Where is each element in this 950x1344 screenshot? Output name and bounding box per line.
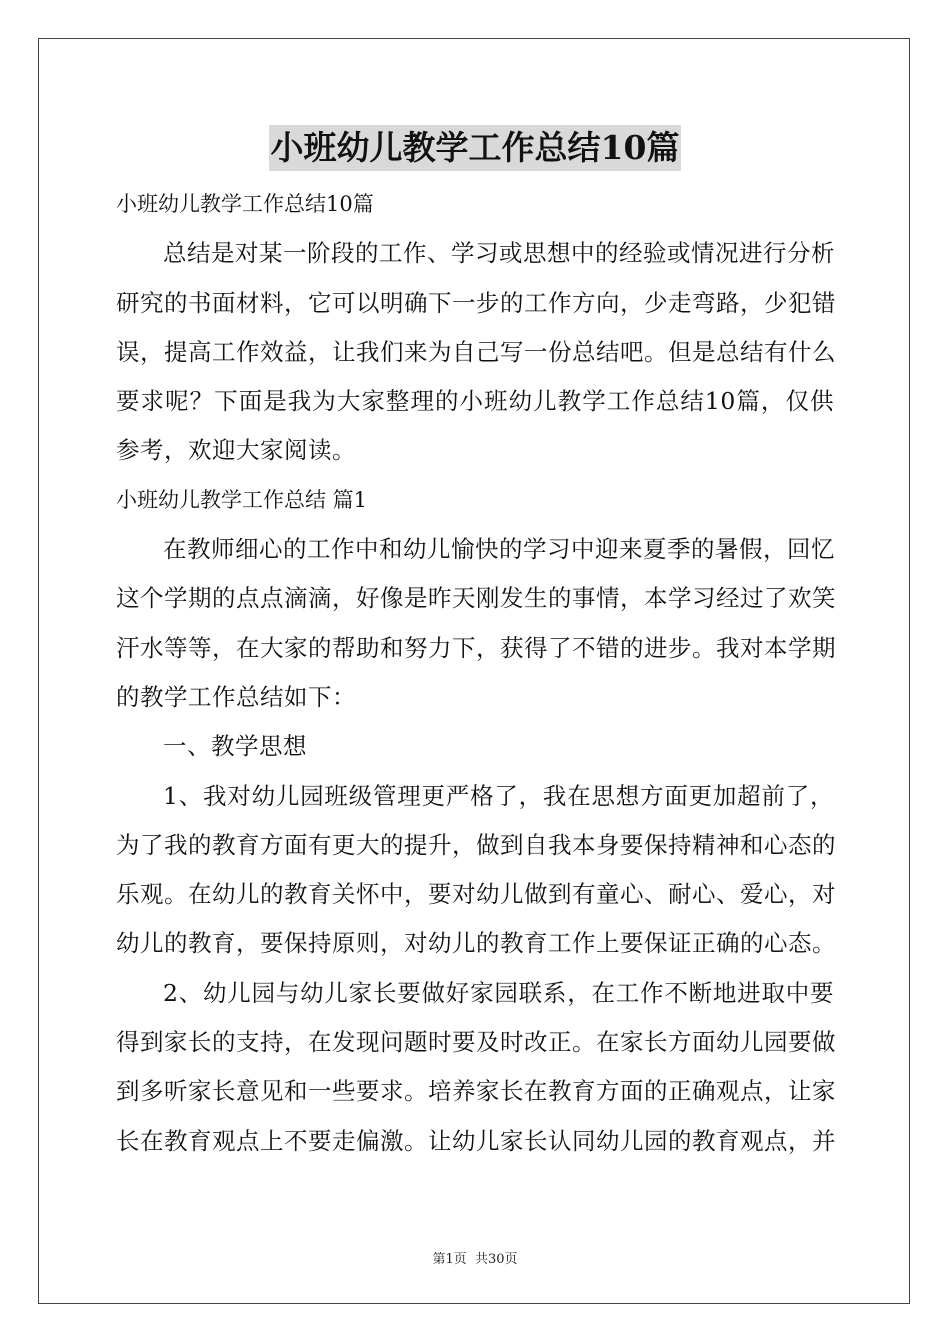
title-wrapper [0, 125, 950, 171]
page-total: 共30页 [474, 1252, 518, 1267]
paragraph-line: 幼儿的教育，要保持原则，对幼儿的教育工作上要保证正确的心态。 [116, 929, 836, 958]
subheading-line: 一、教学思想 [163, 732, 307, 761]
paragraph-line: 乐观。在幼儿的教育关怀中，要对幼儿做到有童心、耐心、爱心，对 [116, 880, 836, 909]
document-title: 小班幼儿教学工作总结10篇 [269, 125, 682, 171]
paragraph-line: 得到家长的支持，在发现问题时要及时改正。在家长方面幼儿园要做 [116, 1028, 836, 1057]
paragraph-line: 1、我对幼儿园班级管理更严格了，我在思想方面更加超前了， [163, 781, 834, 810]
paragraph-line: 误，提高工作效益，让我们来为自己写一份总结吧。但是总结有什么 [116, 337, 836, 366]
paragraph-line: 参考，欢迎大家阅读。 [116, 436, 356, 465]
subtitle-line: 小班幼儿教学工作总结10篇 [116, 192, 374, 216]
paragraph-line: 汗水等等，在大家的帮助和努力下，获得了不错的进步。我对本学期 [116, 633, 836, 662]
section-heading: 小班幼儿教学工作总结 篇1 [116, 487, 368, 512]
paragraph-line: 的教学工作总结如下： [116, 682, 356, 711]
document-body [116, 180, 834, 1166]
paragraph-line: 2、幼儿园与幼儿家长要做好家园联系，在工作不断地进取中要 [163, 978, 834, 1007]
page-footer [0, 1248, 950, 1267]
paragraph-line: 研究的书面材料，它可以明确下一步的工作方向，少走弯路，少犯错 [116, 288, 836, 317]
paragraph-line: 在教师细心的工作中和幼儿愉快的学习中迎来夏季的暑假，回忆 [163, 535, 835, 564]
paragraph-line: 要求呢？下面是我为大家整理的小班幼儿教学工作总结10篇，仅供 [116, 387, 834, 416]
paragraph-line: 到多听家长意见和一些要求。培养家长在教育方面的正确观点，让家 [116, 1077, 836, 1106]
paragraph-line: 长在教育观点上不要走偏激。让幼儿家长认同幼儿园的教育观点，并 [116, 1126, 836, 1155]
paragraph-line: 总结是对某一阶段的工作、学习或思想中的经验或情况进行分析 [163, 239, 835, 268]
paragraph-line: 这个学期的点点滴滴，好像是昨天刚发生的事情，本学习经过了欢笑 [116, 584, 836, 613]
page-number: 第1页 [432, 1252, 467, 1267]
paragraph-line: 为了我的教育方面有更大的提升，做到自我本身要保持精神和心态的 [116, 830, 836, 859]
